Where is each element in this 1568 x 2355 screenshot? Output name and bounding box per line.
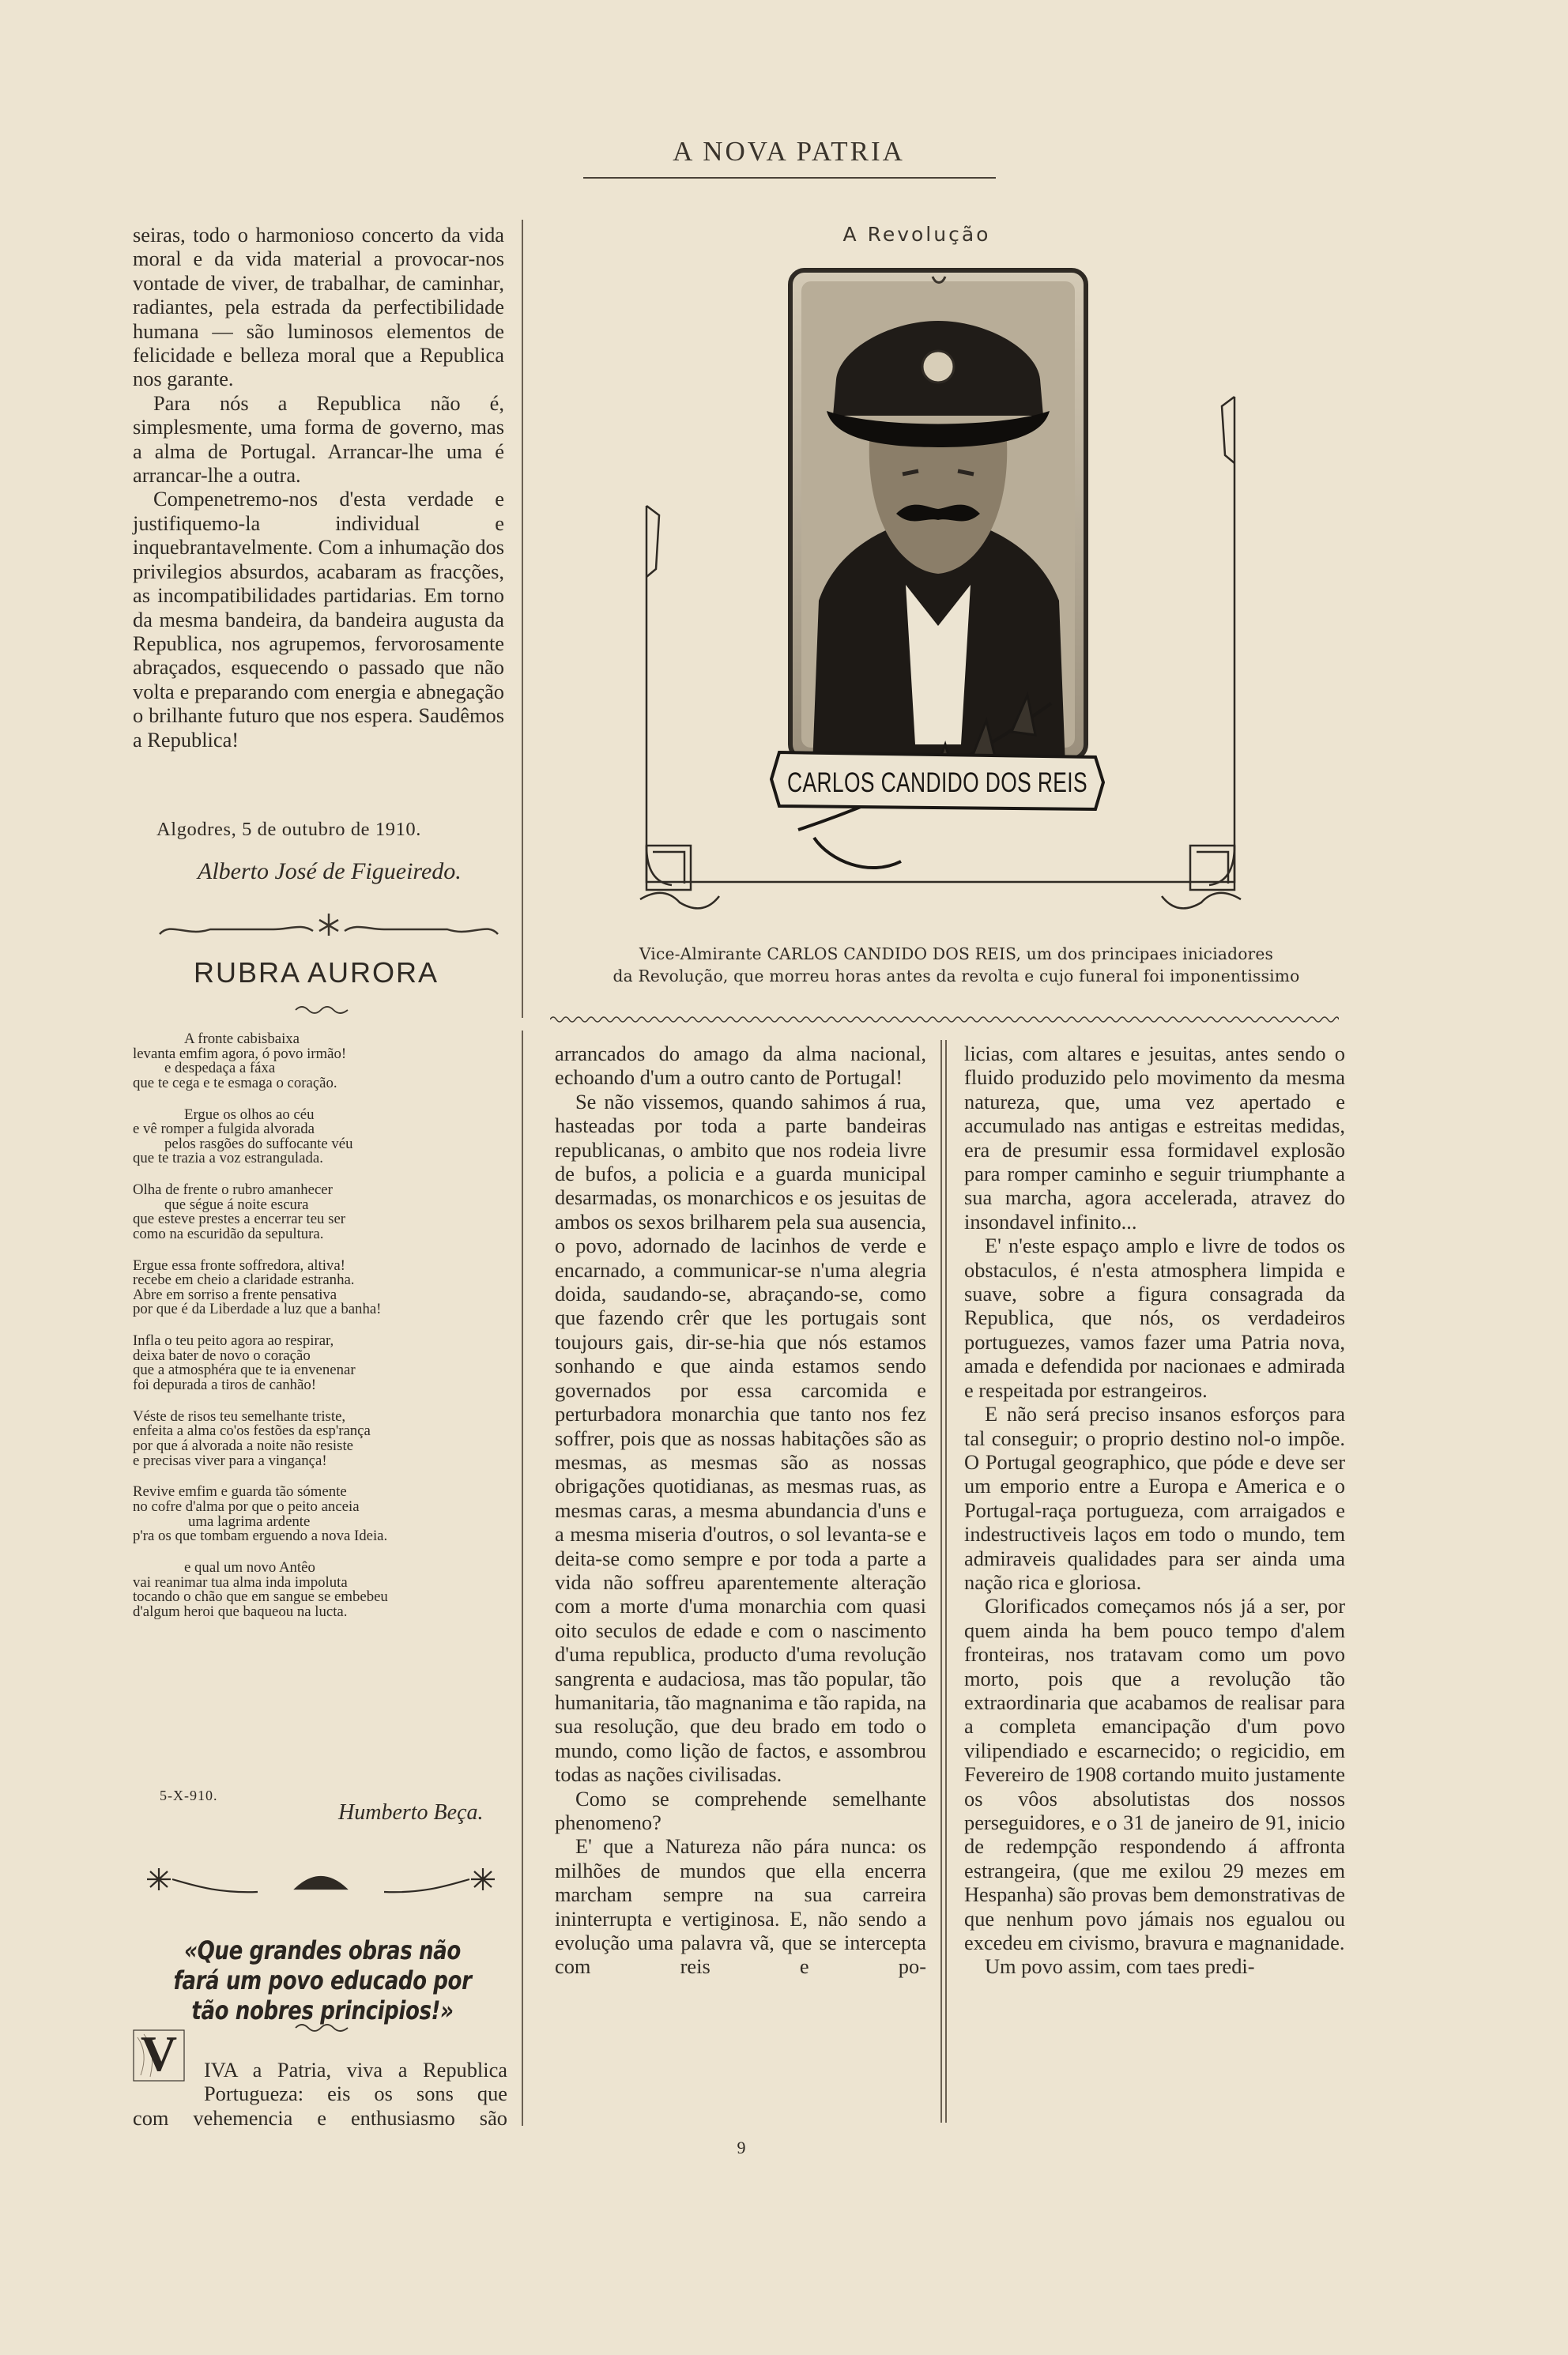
poem-line: levanta emfim agora, ó povo irmão! — [133, 1045, 347, 1062]
tilde-ornament-icon — [294, 2020, 349, 2033]
poem-line: e qual um novo Antêo — [184, 1558, 315, 1576]
poem-line: que te trazia a voz estrangulada. — [133, 1150, 323, 1167]
poem-line: Abre em sorriso a frente pensativa — [133, 1286, 337, 1303]
nameplate-banner — [771, 752, 1103, 809]
caption-line: Vice-Almirante CARLOS CANDIDO DOS REIS, um dos principaes iniciadores — [639, 944, 1274, 963]
poem-body — [133, 1032, 512, 1637]
poem-line: deixa bater de novo o coração — [133, 1347, 311, 1364]
flourish-ornament-icon — [139, 1862, 503, 1898]
middle-paragraph: arrancados do amago da alma nacional, echoando d'um a outro canto de Portugal! — [555, 1042, 926, 1090]
photo-title: A Revolução — [842, 223, 991, 246]
poem-line: por que é da Liberdade a luz que a banha! — [133, 1301, 382, 1318]
dropcap-char: V — [140, 2025, 178, 2082]
poem-line: Olha de frente o rubro amanhecer — [133, 1181, 333, 1199]
poem-stanza — [133, 1259, 512, 1317]
poem-line: d'algum heroi que baqueou na lucta. — [133, 1603, 348, 1620]
nameplate-text: CARLOS CANDIDO DOS REIS — [787, 767, 1087, 798]
poem-stanza — [133, 1108, 512, 1166]
poem-line: por que á alvorada a noite não resiste — [133, 1437, 353, 1454]
portrait-photo — [790, 270, 1086, 767]
poem-line: Véste de risos teu semelhante triste, — [133, 1407, 346, 1425]
poem-line: que a atmosphéra que te ia envenenar — [133, 1362, 356, 1379]
middle-paragraph: Como se comprehende semelhante phenomeno? — [555, 1786, 926, 1834]
place-date: Algodres, 5 de outubro de 1910. — [156, 819, 422, 840]
right-paragraph: E não será preciso insanos esforços para tal conseguir; o proprio destino nol-o impõe. O Portugal geographico, que póde e deve ser um emporio entre a Europa e America e o Portugal-raça portugueza, com arraigados e indestructiveis laços em todo o mundo, tem admiraveis qualidades para ser ainda uma nação rica e gloriosa. — [964, 1402, 1345, 1594]
poem-line: Revive emfim e guarda tão sómente — [133, 1483, 347, 1501]
right-paragraph: Um povo assim, com taes predi- — [985, 1954, 1255, 1979]
wavy-divider — [550, 1013, 1339, 1026]
right-paragraph: licias, com altares e jesuitas, antes sendo o fluido produzido pelo movimento da mesma natureza, que, uma vez apertado e accumulado nas antigas e estreitas medidas, era de presumir essa formidavel explosão para romper caminho e seguir triumphante a sua marcha, agora accelerada, atravez do insondavel infinito... — [964, 1042, 1345, 1234]
poem-line: tocando o chão que em sangue se embebeu — [133, 1588, 388, 1606]
poem-line: e despedaça a fáxa — [164, 1060, 276, 1077]
left-paragraph: Compenetremo-nos d'esta verdade e justifiquemo-la individual e inquebrantavelmente. Com a inhumação dos privilegios absurdos, acabaram as fracções, as incompatibilidades partidarias. Em torno da mesma bandeira, da bandeira augusta da Republica, nos agrupemos, fervorosamente abraçados, esquecendo o passado que não volta e preparando com energia e abnegação o brilhante futuro que nos espera. Saudêmos a Republica! — [133, 487, 504, 752]
right-article — [964, 1042, 1345, 1979]
left-article — [133, 223, 504, 752]
poem-line: que esteve prestes a encerrar teu ser — [133, 1211, 346, 1228]
left-paragraph: seiras, todo o harmonioso concerto da vida moral e da vida material a provocar-nos vontade de viver, de trabalhar, de caminhar, radiantes, pela estrada da perfectibilidade humana — são luminosos elementos de felicidade e belleza moral que a Republica nos garante. — [133, 223, 504, 391]
scroll-ornament-icon — [155, 907, 503, 942]
middle-paragraph: Se não vissemos, quando sahimos á rua, hasteadas por toda a parte bandeiras republicanas, o ambito que nos rodeia livre de bufos, a policia e a guarda municipal desarmadas, os monarchicos e os jesuitas de ambos os sexos brilharem pela sua ausencia, o povo, adornado de lacinhos de verde e encarnado, a communicar-se n'uma alegria doida, saudando-se, abraçando-se, como que fazendo crêr que les portugais sont toujours gais, dir-se-hia que nós estamos sonhando e que ainda estamos sendo governados por essa carcomida e perturbadora monarchia que tanto nos fez soffrer, pois que as nossas habitações são as mesmas, as mesmas são as nossas obrigações quotidianas, as mesmas ruas, as mesmas caras, a mesma abundancia d'uns e a mesma miseria d'outros, o sol levanta-se e deita-se como sempre e por toda a parte a vida não soffreu aparentemente alteração com a morte d'uma monarchia com quasi oito seculos de edade e com o nascimento d'uma republica, producto d'uma revolução sangrenta e audaciosa, mas tão popular, tão humanitaria, tão magnanima e tão rapida, na sua resolução, que deu brado em todo o mundo, como lição de factos, e assombrou todas as nações civilisadas. — [555, 1089, 926, 1787]
poem-stanza — [133, 1183, 512, 1242]
poem-stanza — [133, 1032, 512, 1091]
poem-title: RUBRA AURORA — [193, 956, 439, 989]
viva-paragraph — [133, 2058, 507, 2130]
viva-line: com vehemencia e enthusiasmo são — [133, 2105, 507, 2130]
poem-line: no cofre d'alma por que o peito anceia — [133, 1498, 360, 1515]
poem-stanza — [133, 1407, 512, 1469]
motto-quote: «Que grandes obras não fará um povo educado por tão nobres principios!» — [173, 1936, 472, 2025]
portrait-frame — [632, 261, 1249, 923]
author-signature: Alberto José de Figueiredo. — [198, 858, 462, 884]
poem-line: Ergue os olhos ao céu — [184, 1106, 315, 1123]
column-divider — [940, 1040, 942, 2123]
poem-line: p'ra os que tombam erguendo a nova Ideia. — [133, 1528, 388, 1545]
photo-caption — [579, 943, 1334, 987]
column-divider — [522, 220, 523, 1018]
poem-line: Infla o teu peito agora ao respirar, — [133, 1332, 334, 1350]
poem-stanza — [133, 1485, 512, 1543]
header-rule — [583, 177, 996, 179]
caption-line: da Revolução, que morreu horas antes da revolta e cujo funeral foi imponentissimo — [612, 966, 1300, 985]
poet-signature: Humberto Beça. — [338, 1800, 484, 1825]
page-number: 9 — [737, 2138, 746, 2157]
poem-line: como na escuridão da sepultura. — [133, 1225, 324, 1242]
poem-date: 5-X-910. — [160, 1788, 218, 1803]
poem-stanza — [133, 1558, 512, 1620]
page-header: A NOVA PATRIA — [673, 136, 905, 167]
poem-line: foi depurada a tiros de canhão! — [133, 1377, 317, 1394]
right-paragraph: E' n'este espaço amplo e livre de todos os obstaculos, é n'esta atmosphera limpida e suave, sobre a figura consagrada da Republica, que nós, os verdadeiros portuguezes, vamos fazer uma Patria nova, amada e defendida por nacionaes e admirada e respeitada por estrangeiros. — [964, 1234, 1345, 1402]
middle-paragraph: E' que a Natureza não pára nunca: os milhões de mundos que ella encerra marcham sempre na sua carreira ininterrupta e vertiginosa. E, não sendo a evolução uma palavra vã, que se intercepta com reis e po- — [555, 1834, 926, 1979]
poem-line: que te cega e te esmaga o coração. — [133, 1074, 337, 1091]
column-divider — [945, 1040, 947, 2123]
right-paragraph: Glorificados começamos nós já a ser, por quem ainda ha bem pouco tempo d'alem fronteiras, nos tratavam como um povo morto, pois que a revolução tão extraordinaria que acabamos de realisar para a completa emancipação d'um povo vilipendiado e escarnecido; o regicidio, em Fevereiro de 1908 cortando muito justamente os vôos absolutistas dos nossos perseguidores, e o 31 de janeiro de 91, inicio de redempção respondendo á affronta estrangeira, (que me exilou 29 mezes em Hespanha) são provas bem demonstrativas de que nenhum povo jámais nos egualou ou excedeu em civismo, bravura e magnanidade. — [964, 1594, 1345, 1955]
poem-line: que ségue á noite escura — [164, 1196, 309, 1213]
poem-line: e vê romper a fulgida alvorada — [133, 1121, 315, 1138]
column-divider — [522, 1031, 523, 2126]
middle-article — [555, 1042, 926, 1979]
poem-line: Ergue essa fronte soffredora, altiva! — [133, 1257, 345, 1274]
viva-line: IVA a Patria, viva a Republica — [204, 2058, 507, 2082]
poem-line: e precisas viver para a vingança! — [133, 1452, 327, 1469]
left-paragraph: Para nós a Republica não é, simplesmente, uma forma de governo, mas a alma de Portugal. Arrancar-lhe uma é arrancar-lhe a outra. — [133, 390, 504, 488]
viva-line: Portugueza: eis os sons que — [204, 2082, 507, 2106]
poem-line: pelos rasgões do suffocante véu — [164, 1135, 353, 1152]
poem-line: recebe em cheio a claridade estranha. — [133, 1272, 355, 1289]
poem-line: A fronte cabisbaixa — [184, 1031, 300, 1047]
poem-line: enfeita a alma co'os festões da esp'rança — [133, 1422, 371, 1440]
tilde-ornament-icon — [294, 1002, 349, 1015]
poem-line: vai reanimar tua alma inda impoluta — [133, 1573, 348, 1591]
poem-line: uma lagrima ardente — [188, 1513, 311, 1530]
poem-stanza — [133, 1334, 512, 1392]
